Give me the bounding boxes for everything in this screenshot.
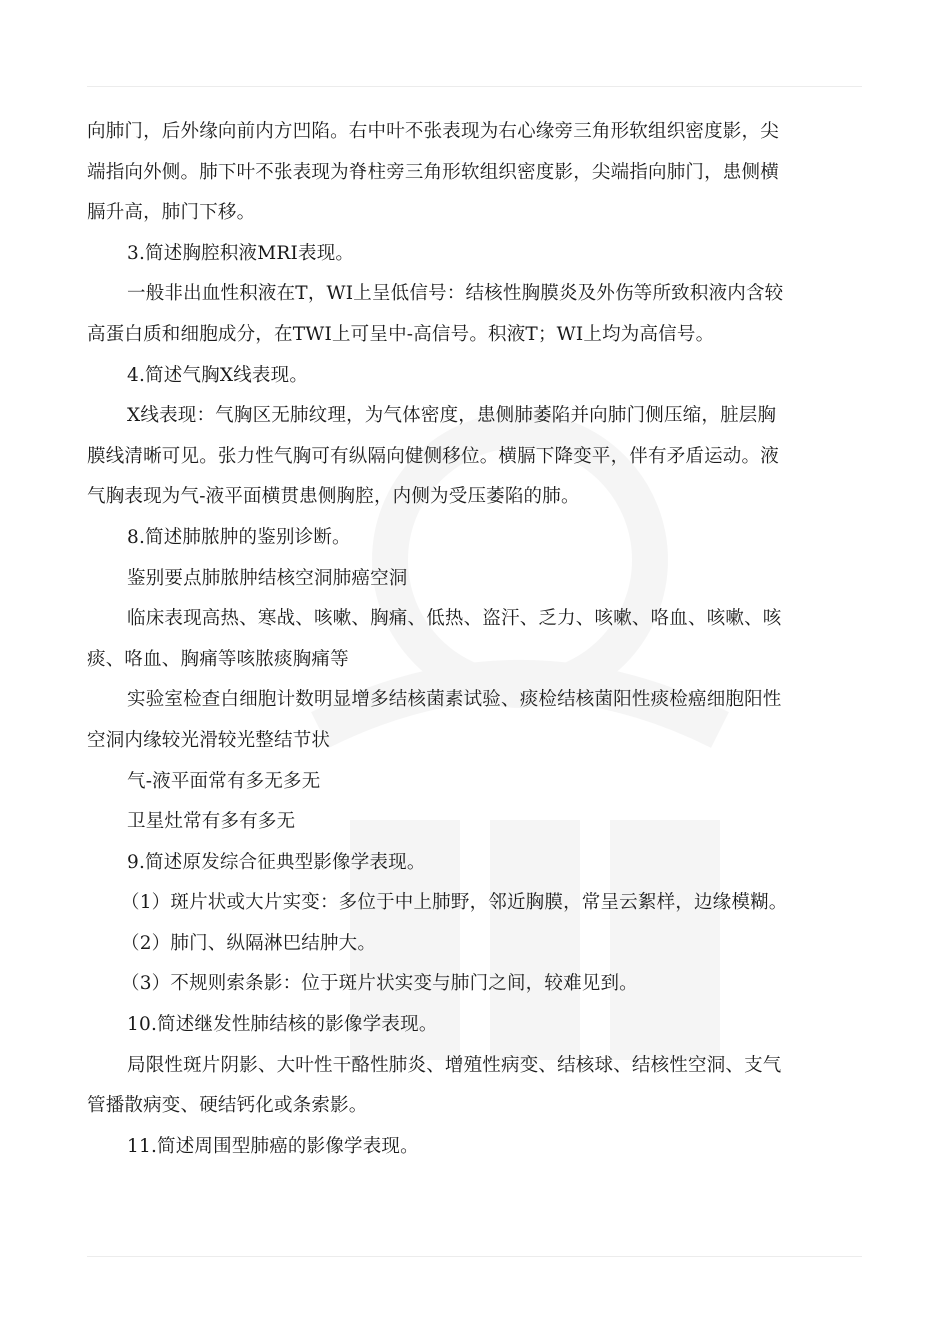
paragraph-line: 痰、咯血、胸痛等咳脓痰胸痛等	[87, 648, 349, 670]
paragraph-line: 端指向外侧。肺下叶不张表现为脊柱旁三角形软组织密度影，尖端指向肺门，患侧横	[87, 161, 779, 183]
paragraph-line: 实验室检查白细胞计数明显增多结核菌素试验、痰检结核菌阳性痰检癌细胞阳性	[127, 689, 782, 711]
paragraph-line: 气-液平面常有多无多无	[127, 770, 321, 792]
paragraph-line: 管播散病变、硬结钙化或条索影。	[87, 1095, 368, 1117]
paragraph-line: 膈升高，肺门下移。	[87, 202, 256, 224]
paragraph-line: 局限性斑片阴影、大叶性干酪性肺炎、增殖性病变、结核球、结核性空洞、支气	[127, 1054, 782, 1076]
paragraph-line: 高蛋白质和细胞成分，在TWI上可呈中-高信号。积液T；WI上均为高信号。	[87, 323, 715, 345]
paragraph-line: 膜线清晰可见。张力性气胸可有纵隔向健侧移位。横膈下降变平，伴有矛盾运动。液	[87, 445, 779, 467]
paragraph-line: 卫星灶常有多有多无	[127, 811, 296, 833]
question-heading: 10.简述继发性肺结核的影像学表现。	[127, 1014, 438, 1036]
question-heading: 4.简述气胸X线表现。	[127, 364, 309, 386]
paragraph-line: 临床表现高热、寒战、咳嗽、胸痛、低热、盗汗、乏力、咳嗽、咯血、咳嗽、咳	[127, 608, 782, 630]
question-heading: 9.简述原发综合征典型影像学表现。	[127, 851, 426, 873]
paragraph-line: 一般非出血性积液在T，WI上呈低信号：结核性胸膜炎及外伤等所致积液内含较	[127, 283, 784, 305]
paragraph-line: 空洞内缘较光滑较光整结节状	[87, 729, 331, 751]
list-item: （2）肺门、纵隔淋巴结肿大。	[121, 932, 377, 954]
paragraph-line: 鉴别要点肺脓肿结核空洞肺癌空洞	[127, 567, 408, 589]
paragraph-line: 气胸表现为气-液平面横贯患侧胸腔，内侧为受压萎陷的肺。	[87, 486, 580, 508]
question-heading: 11.简述周围型肺癌的影像学表现。	[127, 1135, 419, 1157]
paragraph-line: X线表现：气胸区无肺纹理，为气体密度，患侧肺萎陷并向肺门侧压缩，脏层胸	[127, 405, 777, 427]
question-heading: 3.简述胸腔积液MRI表现。	[127, 242, 355, 264]
footer-divider	[87, 1256, 862, 1257]
paragraph-line: 向肺门，后外缘向前内方凹陷。右中叶不张表现为右心缘旁三角形软组织密度影，尖	[87, 121, 779, 142]
document-body	[87, 112, 877, 1167]
header-divider	[87, 86, 862, 87]
question-heading: 8.简述肺脓肿的鉴别诊断。	[127, 526, 351, 548]
list-item: （1）斑片状或大片实变：多位于中上肺野，邻近胸膜，常呈云絮样，边缘模糊。	[121, 892, 788, 914]
list-item: （3）不规则索条影：位于斑片状实变与肺门之间，较难见到。	[121, 973, 638, 995]
